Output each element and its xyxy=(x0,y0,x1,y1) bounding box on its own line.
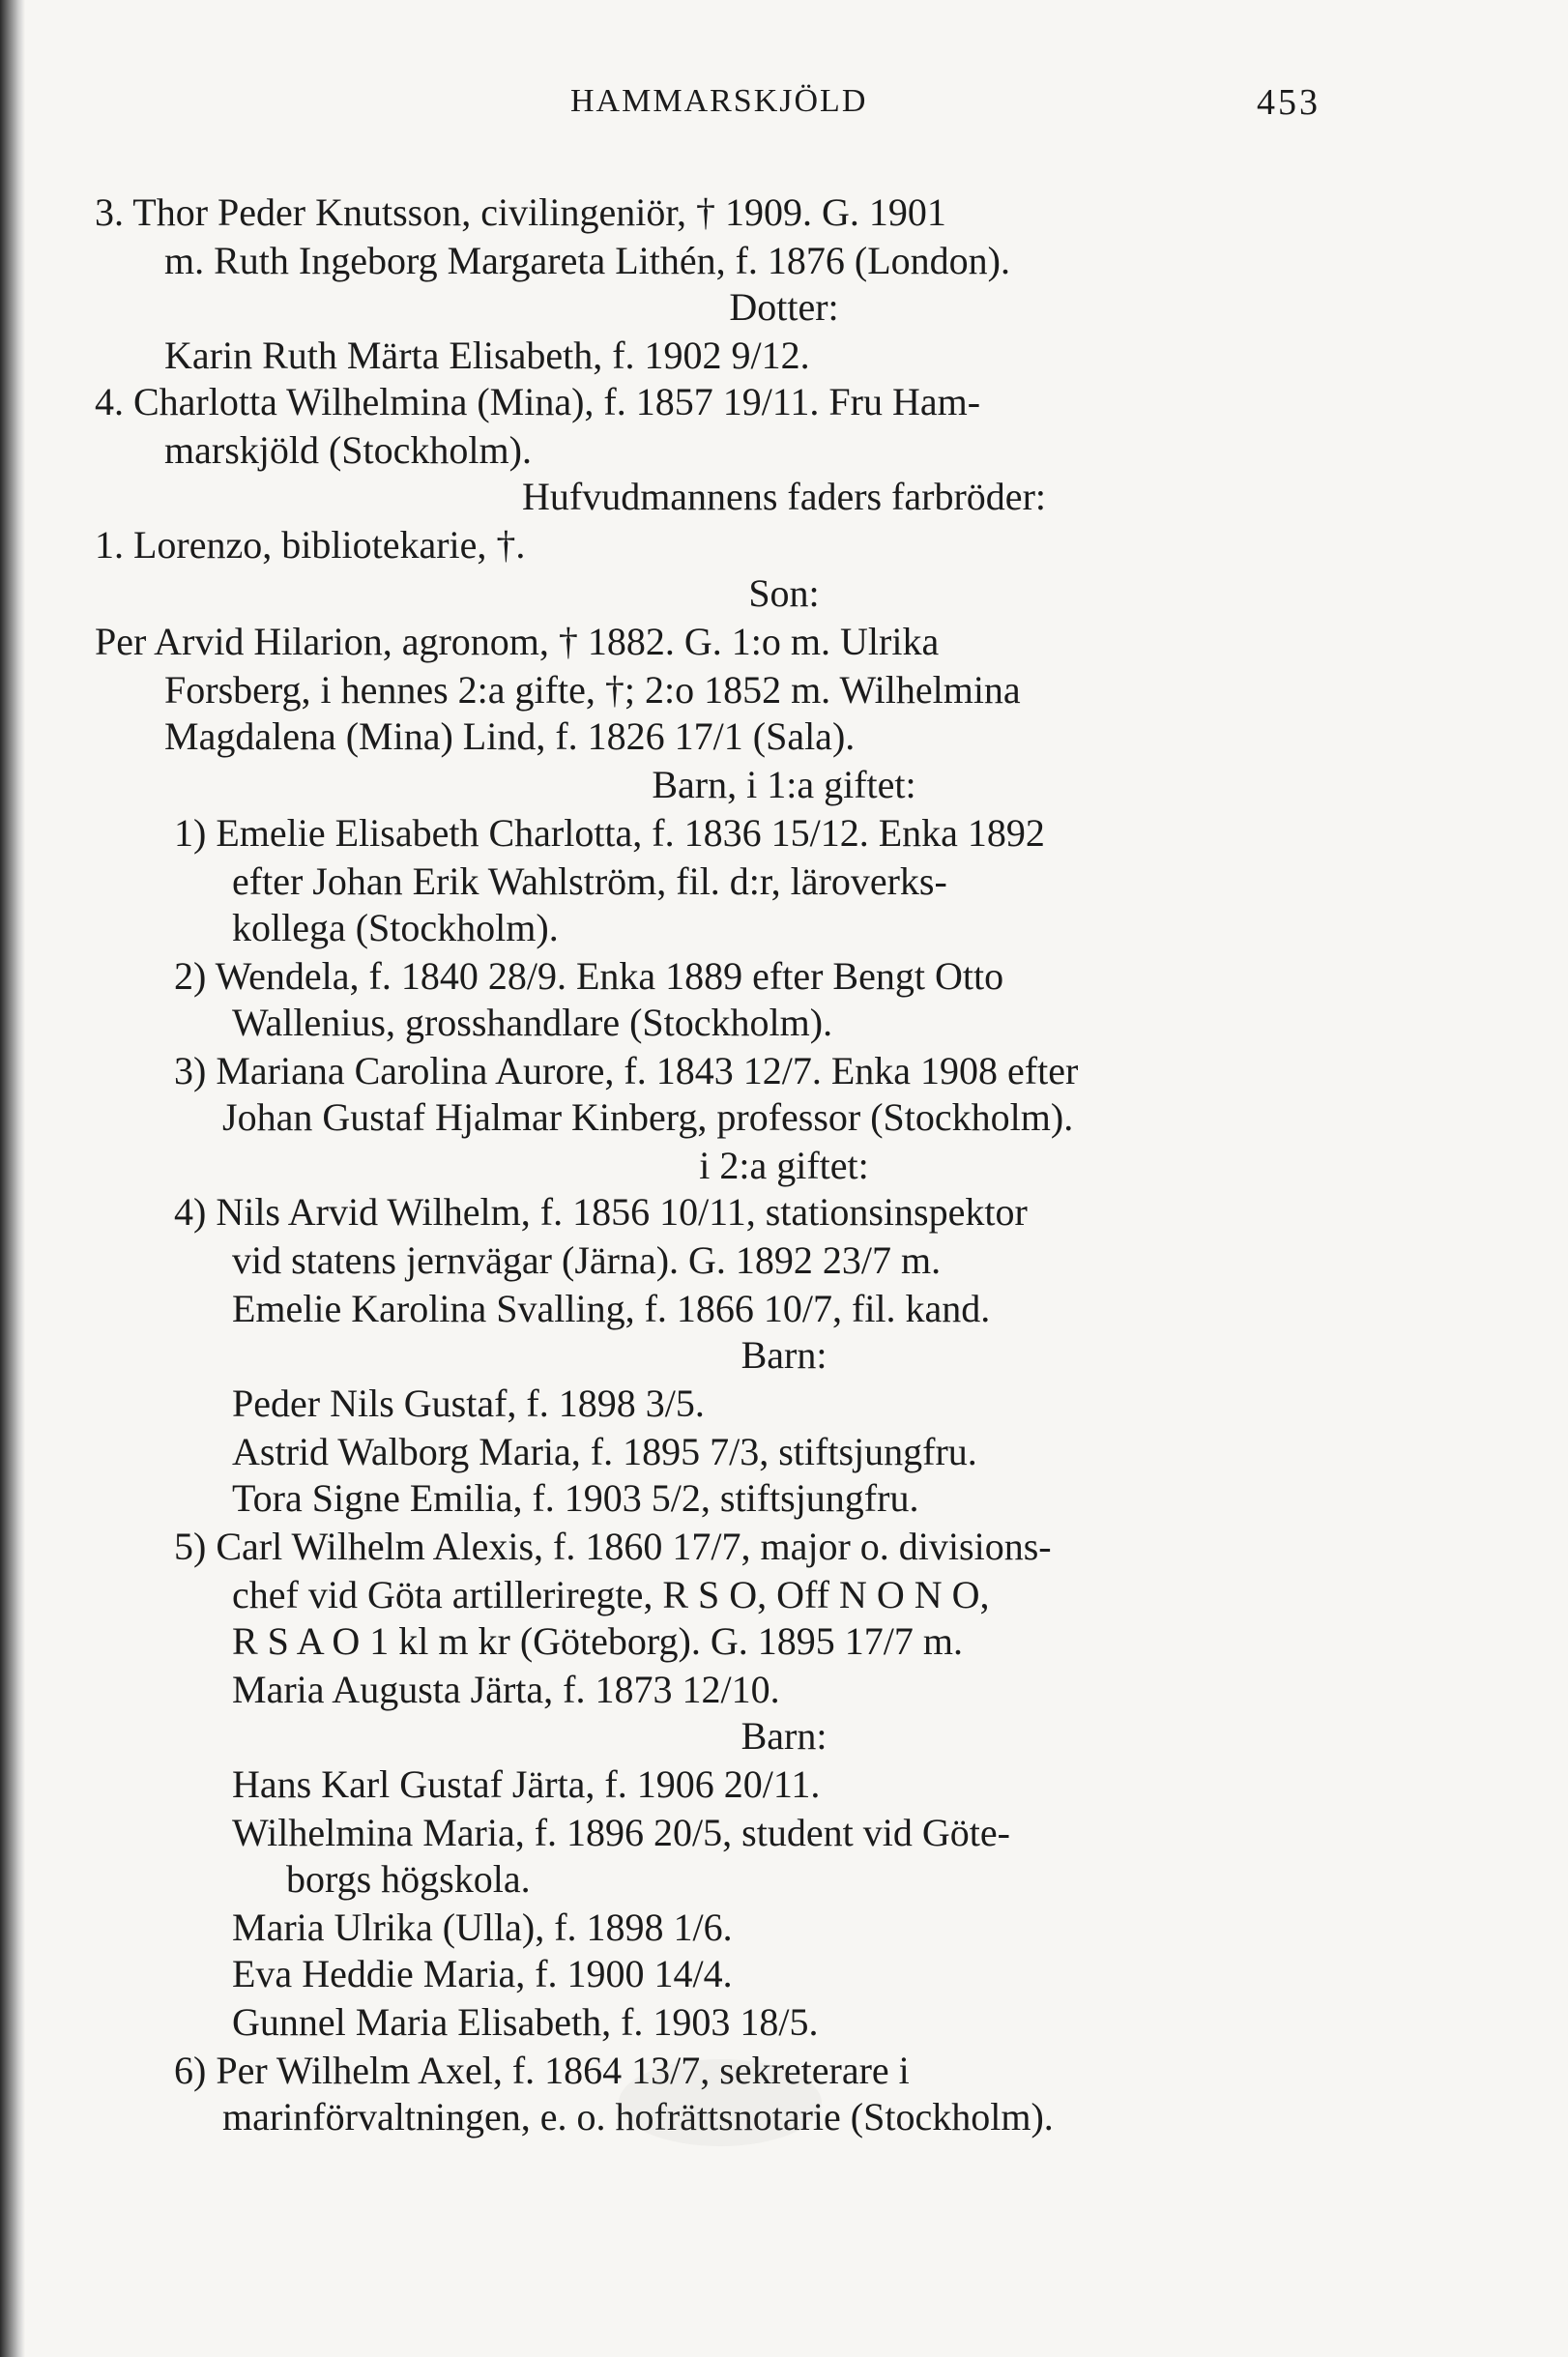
text-line: Emelie Karolina Svalling, f. 1866 10/7, fil. kand. xyxy=(232,1287,991,1330)
text-line: marinförvaltningen, e. o. hofrättsnotarie (Stockholm). xyxy=(222,2095,1054,2139)
text-line: marskjöld (Stockholm). xyxy=(164,428,532,472)
text-line: Forsberg, i hennes 2:a gifte, †; 2:o 1852 m. Wilhelmina xyxy=(164,668,1021,712)
text-line: 3. Thor Peder Knutsson, civilingeniör, † 1909. G. 1901 xyxy=(95,190,946,234)
section-heading: Barn: xyxy=(740,1333,828,1377)
text-line: m. Ruth Ingeborg Margareta Lithén, f. 1876 (London). xyxy=(164,239,1010,282)
page-number: 453 xyxy=(1257,82,1321,123)
paper-stain xyxy=(619,2059,822,2146)
text-line: Karin Ruth Märta Elisabeth, f. 1902 9/12. xyxy=(164,334,810,377)
text-line: 3) Mariana Carolina Aurore, f. 1843 12/7. Enka 1908 efter xyxy=(174,1049,1079,1092)
text-line: Wallenius, grosshandlare (Stockholm). xyxy=(232,1001,833,1044)
text-line: kollega (Stockholm). xyxy=(232,906,559,949)
text-line: Hans Karl Gustaf Järta, f. 1906 20/11. xyxy=(232,1762,821,1806)
text-line: 4) Nils Arvid Wilhelm, f. 1856 10/11, stationsinspektor xyxy=(174,1190,1028,1234)
text-line: vid statens jernvägar (Järna). G. 1892 23/7 m. xyxy=(232,1238,942,1282)
text-line: Eva Heddie Maria, f. 1900 14/4. xyxy=(232,1952,733,1995)
text-line: 1. Lorenzo, bibliotekarie, †. xyxy=(95,523,526,567)
section-heading: Son: xyxy=(748,571,820,615)
text-line: 1) Emelie Elisabeth Charlotta, f. 1836 15/12. Enka 1892 xyxy=(174,811,1045,855)
text-line: Maria Ulrika (Ulla), f. 1898 1/6. xyxy=(232,1906,733,1949)
text-line: Peder Nils Gustaf, f. 1898 3/5. xyxy=(232,1382,705,1425)
text-line: efter Johan Erik Wahlström, fil. d:r, läroverks- xyxy=(232,859,947,903)
text-line: Gunnel Maria Elisabeth, f. 1903 18/5. xyxy=(232,2000,819,2044)
section-heading: i 2:a giftet: xyxy=(699,1144,869,1187)
text-line: borgs högskola. xyxy=(286,1857,531,1901)
text-line: 5) Carl Wilhelm Alexis, f. 1860 17/7, major o. divisions- xyxy=(174,1525,1052,1568)
section-heading: Hufvudmannens faders farbröder: xyxy=(521,475,1046,518)
text-line: Johan Gustaf Hjalmar Kinberg, professor (Stockholm). xyxy=(222,1095,1074,1139)
text-line: chef vid Göta artilleriregte, R S O, Off N O N O, xyxy=(232,1573,990,1616)
section-heading: Barn: xyxy=(740,1714,828,1758)
section-heading: Dotter: xyxy=(729,285,839,329)
text-line: R S A O 1 kl m kr (Göteborg). G. 1895 17/7 m. xyxy=(232,1619,963,1663)
running-header: HAMMARSKJÖLD xyxy=(570,83,868,119)
text-line: Tora Signe Emilia, f. 1903 5/2, stiftsjungfru. xyxy=(232,1476,919,1520)
section-heading: Barn, i 1:a giftet: xyxy=(652,763,916,806)
text-line: 6) Per Wilhelm Axel, f. 1864 13/7, sekreterare i xyxy=(174,2049,910,2092)
text-line: 2) Wendela, f. 1840 28/9. Enka 1889 efter Bengt Otto xyxy=(174,954,1004,998)
text-line: Per Arvid Hilarion, agronom, † 1882. G. 1:o m. Ulrika xyxy=(95,620,940,663)
text-line: Astrid Walborg Maria, f. 1895 7/3, stiftsjungfru. xyxy=(232,1430,977,1473)
text-line: Magdalena (Mina) Lind, f. 1826 17/1 (Sala). xyxy=(164,714,856,758)
text-line: 4. Charlotta Wilhelmina (Mina), f. 1857 19/11. Fru Ham- xyxy=(95,380,981,423)
text-line: Wilhelmina Maria, f. 1896 20/5, student vid Göte- xyxy=(232,1811,1010,1854)
text-line: Maria Augusta Järta, f. 1873 12/10. xyxy=(232,1668,780,1711)
